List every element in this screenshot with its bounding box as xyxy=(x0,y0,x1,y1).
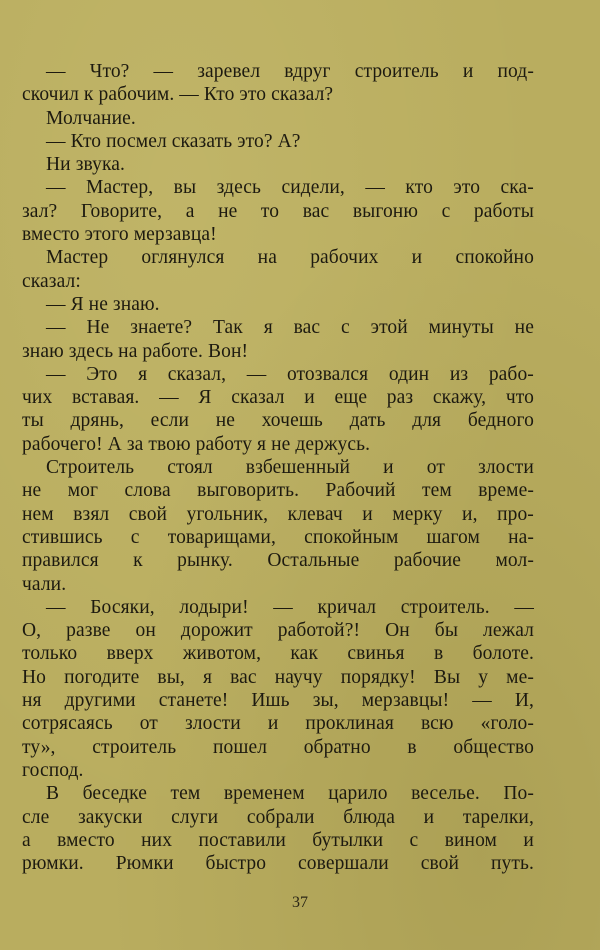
text-line: только вверх животом, как свинья в болоте. xyxy=(22,643,534,665)
text-line: — Я не знаю. xyxy=(46,293,160,315)
text-line: О, разве он дорожит работой?! Он бы лежал xyxy=(22,620,534,642)
page-text xyxy=(22,60,534,875)
text-line: стившись с товарищами, спокойным шагом на- xyxy=(22,526,534,548)
text-line: Молчание. xyxy=(46,107,136,129)
text-line: — Не знаете? Так я вас с этой минуты не xyxy=(46,317,534,339)
text-line: рюмки. Рюмки быстро совершали свой путь. xyxy=(22,853,534,875)
text-line: скочил к рабочим. — Кто это сказал? xyxy=(22,84,334,106)
text-line: рабочего! А за твою работу я не держусь. xyxy=(22,433,371,455)
text-line: нем взял свой угольник, клевач и мерку и, про- xyxy=(22,503,534,525)
text-line: чали. xyxy=(22,573,67,595)
text-line: ты дрянь, если не хочешь дать для бедного xyxy=(22,410,534,432)
text-line: Но погодите вы, я вас научу порядку! Вы у ме- xyxy=(22,666,534,688)
text-line: сотрясаясь от злости и проклиная всю «голо- xyxy=(22,713,534,735)
text-line: а вместо них поставили бутылки с вином и xyxy=(22,829,534,851)
text-line: Ни звука. xyxy=(46,154,125,176)
text-line: — Босяки, лодыри! — кричал строитель. — xyxy=(46,596,534,618)
text-line: знаю здесь на работе. Вон! xyxy=(22,340,249,362)
text-line: зал? Говорите, а не то вас выгоню с работы xyxy=(22,200,534,222)
text-line: ня другими станете! Ишь зы, мерзавцы! — И, xyxy=(22,690,534,712)
text-line: сказал: xyxy=(22,270,81,292)
text-line: правился к рынку. Остальные рабочие мол- xyxy=(22,550,534,572)
text-line: ту», строитель пошел обратно в общество xyxy=(22,736,534,758)
text-line: сле закуски слуги собрали блюда и тарелки, xyxy=(22,806,534,828)
text-line: чих вставая. — Я сказал и еще раз скажу, что xyxy=(22,387,534,409)
text-line: — Что? — заревел вдруг строитель и под- xyxy=(46,61,534,82)
text-line: вместо этого мерзавца! xyxy=(22,224,217,246)
text-line: не мог слова выговорить. Рабочий тем време- xyxy=(22,480,534,502)
text-line: В беседке тем временем царило веселье. По- xyxy=(46,783,534,805)
text-line: — Это я сказал, — отозвался один из рабо- xyxy=(46,363,534,385)
text-line: Мастер оглянулся на рабочих и спокойно xyxy=(46,247,534,269)
text-line: господ. xyxy=(22,759,84,781)
text-line: Строитель стоял взбешенный и от злости xyxy=(46,457,534,479)
text-line: — Кто посмел сказать это? А? xyxy=(46,130,301,152)
page-number: 37 xyxy=(292,894,308,911)
text-line: — Мастер, вы здесь сидели, — кто это ска- xyxy=(46,177,534,199)
